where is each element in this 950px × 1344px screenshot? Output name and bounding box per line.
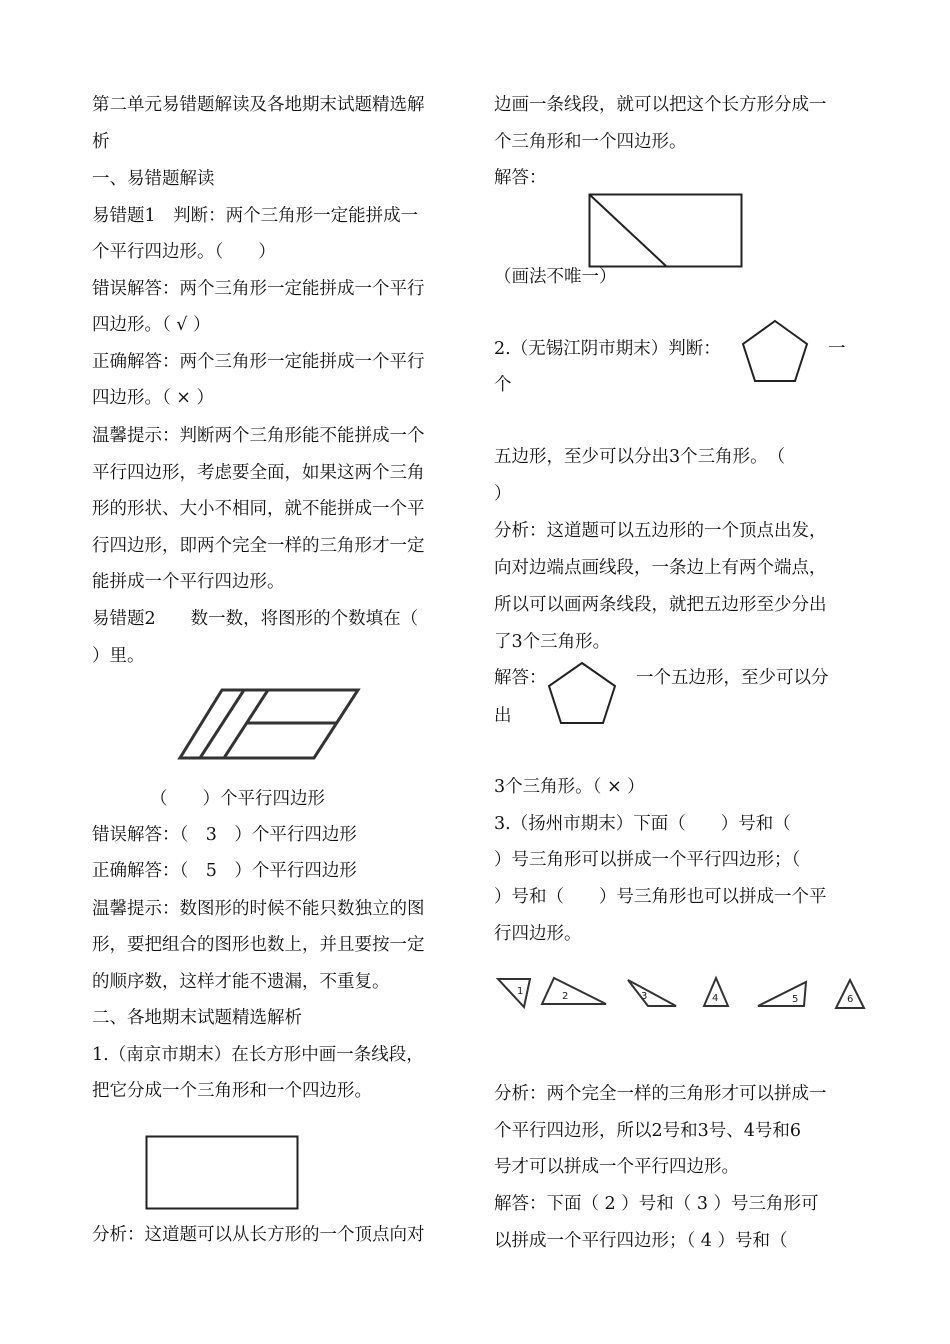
triangle-label-6: 6: [847, 994, 854, 1005]
p1-answer-label: 解答：: [494, 168, 547, 188]
p2-analysis-line-4: 了3个三角形。: [494, 632, 611, 652]
q2-text-line-1: 易错题2 数一数，将图形的个数填在（: [92, 609, 419, 629]
p2-text-line-2: 五边形，至少可以分出3个三角形。 （: [494, 447, 786, 467]
doc-title-line-1: 第二单元易错题解读及各地期末试题精选解: [92, 95, 425, 115]
p2-analysis-line-2: 向对边端点画线段，一条边上有两个端点，: [494, 558, 827, 578]
p2-answer-result: 3个三角形。（ × ）: [494, 777, 645, 797]
p2-answer-label: 解答：: [494, 668, 547, 688]
q2-blank-line: （ ）个平行四边形: [150, 789, 325, 809]
p2-text-line-1b: 一: [828, 339, 846, 359]
p1-text-line-2: 把它分成一个三角形和一个四边形。: [92, 1081, 372, 1101]
p3-analysis-line-1: 分析：两个完全一样的三角形才可以拼成一: [494, 1084, 827, 1104]
q1-text-line-2: 个平行四边形。（ ）: [92, 242, 276, 262]
p3-text-line-2: ）号三角形可以拼成一个平行四边形；（: [494, 850, 801, 870]
triangle-label-4: 4: [712, 993, 719, 1004]
divided-rectangle-figure: [588, 193, 744, 269]
p2-analysis-line-3: 所以可以画两条线段，就把五边形至少分出: [494, 595, 827, 615]
section-heading-1: 一、易错题解读: [92, 169, 215, 189]
q1-right-line-2: 四边形。（ × ）: [92, 388, 215, 408]
triangle-1: [498, 979, 530, 1007]
triangle-label-2: 2: [562, 991, 569, 1002]
q1-tip-line-2: 平行四边形，考虑要全面，如果这两个三角: [92, 463, 425, 483]
p1-analysis-line-2: 边画一条线段，就可以把这个长方形分成一: [494, 95, 827, 115]
q2-tip-line-2: 形，要把组合的图形也数上，并且要按一定: [92, 935, 425, 955]
p1-text-line-1: 1.（南京市期末）在长方形中画一条线段，: [92, 1045, 424, 1065]
q1-right-line-1: 正确解答：两个三角形一定能拼成一个平行: [92, 352, 425, 372]
q1-tip-line-4: 行四边形，即两个完全一样的三角形才一定: [92, 536, 425, 556]
q2-tip-line-1: 温馨提示：数图形的时候不能只数独立的图: [92, 899, 425, 919]
q2-right-answer: 正确解答：（ 5 ）个平行四边形: [92, 861, 357, 881]
q1-wrong-line-2: 四边形。（ √ ）: [92, 315, 211, 335]
q1-wrong-line-1: 错误解答：两个三角形一定能拼成一个平行: [92, 279, 425, 299]
q1-tip-line-5: 能拼成一个平行四边形。: [92, 572, 285, 592]
p2-analysis-line-1: 分析：这道题可以五边形的一个顶点出发，: [494, 521, 827, 541]
rectangle-figure: [145, 1135, 300, 1211]
triangle-2: [542, 978, 606, 1004]
q1-tip-line-3: 形的形状、大小不相同，就不能拼成一个平: [92, 499, 425, 519]
doc-title-line-2: 析: [92, 132, 110, 152]
p3-text-line-1: 3.（扬州市期末）下面（ ）号和（: [494, 814, 791, 834]
p3-answer-line-2: 以拼成一个平行四边形；（ 4 ）号和（: [494, 1231, 788, 1251]
q2-text-line-2: ）里。: [92, 646, 145, 666]
p1-analysis-line-1: 分析：这道题可以从长方形的一个顶点向对: [92, 1225, 425, 1245]
p2-answer-continued: 出: [494, 706, 512, 726]
triangle-5: [758, 982, 806, 1006]
parallelogram-figure: [176, 686, 362, 762]
section-heading-2: 二、各地期末试题精选解析: [92, 1008, 302, 1028]
triangle-label-3: 3: [641, 991, 648, 1002]
p3-answer-line-1: 解答：下面（ 2 ）号和（ 3 ）号三角形可: [494, 1194, 819, 1214]
p3-text-line-3: ）号和（ ）号三角形也可以拼成一个平: [494, 887, 827, 907]
p2-text-line-3: ）: [494, 484, 512, 504]
q1-tip-line-1: 温馨提示：判断两个三角形能不能拼成一个: [92, 426, 425, 446]
p2-text-line-1c: 个: [494, 375, 512, 395]
triangles-figure: [494, 974, 870, 1014]
triangle-3: [628, 980, 676, 1006]
triangle-label-5: 5: [792, 994, 799, 1005]
p1-analysis-line-3: 个三角形和一个四边形。: [494, 132, 687, 152]
p3-analysis-line-2: 个平行四边形，所以2号和3号、4号和6: [494, 1121, 802, 1141]
q1-text-line-1: 易错题1 判断：两个三角形一定能拼成一: [92, 206, 419, 226]
pentagon-figure-1: [740, 318, 810, 384]
p3-text-line-4: 行四边形。: [494, 924, 582, 944]
p3-analysis-line-3: 号才可以拼成一个平行四边形。: [494, 1157, 739, 1177]
q2-wrong-answer: 错误解答：（ 3 ）个平行四边形: [92, 825, 357, 845]
p2-text-line-1a: 2.（无锡江阴市期末）判断：: [494, 339, 721, 359]
pentagon-figure-2: [546, 660, 618, 726]
triangle-label-1: 1: [517, 986, 524, 997]
p2-answer-text: 一个五边形，至少可以分: [636, 668, 829, 688]
p1-note: （画法不唯一）: [494, 267, 617, 287]
q2-tip-line-3: 的顺序数，这样才能不遗漏，不重复。: [92, 972, 390, 992]
